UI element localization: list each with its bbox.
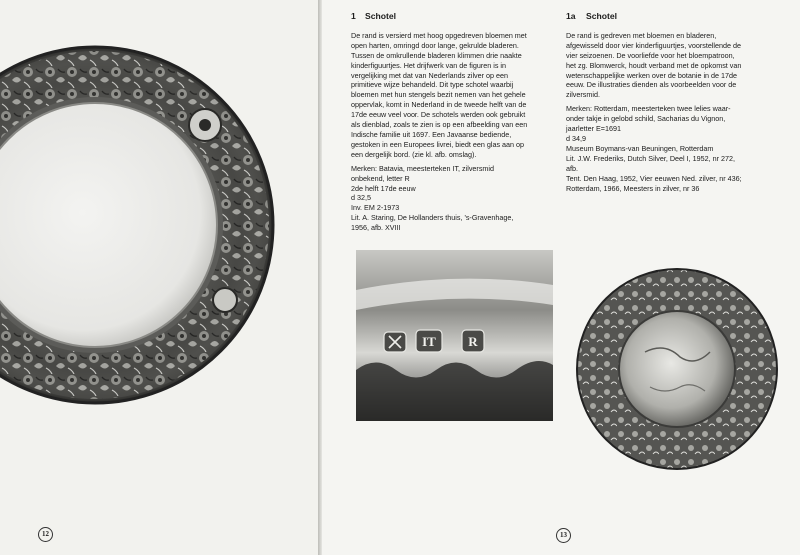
entry-1a-meta [566, 104, 778, 193]
entry-1-meta-line: 2de helft 17de eeuw [351, 183, 416, 193]
entry-1a-meta-line: Lit. J.W. Frederiks, Dutch Silver, Deel I, 1952, nr 272, [566, 153, 735, 163]
entry-1a-description [566, 31, 778, 100]
entry-1-description-line: oppervlak, komt in Nederland in de tweede helft van de [351, 100, 527, 110]
entry-1-meta-line: onbekend, letter R [351, 173, 410, 183]
entry-1a-description-line: afgewisseld door vier kinderfiguurtjes, voorstellende de [566, 40, 741, 50]
entry-1a-meta-line: Tent. Den Haag, 1952, Vier eeuwen Ned. zilver, nr 436; [566, 173, 742, 183]
entry-1a-meta-line: Rotterdam, 1966, Meesters in zilver, nr 36 [566, 183, 700, 193]
entry-1a-column [566, 12, 778, 197]
entry-1a-meta-line: jaarletter E=1691 [566, 124, 621, 134]
entry-1-meta-line: Lit. A. Staring, De Hollanders thuis, 's-Gravenhage, [351, 213, 514, 223]
entry-1-description-line: Indische familie uit 1697. Een Javaanse bediende, [351, 129, 512, 139]
entry-1a-description-line: De rand is gedreven met bloemen en bladeren, [566, 30, 717, 40]
entry-1-description-line: primitieve wijze behandeld. Dit type schotel waarbij [351, 80, 514, 90]
hallmark-mark-r: R [468, 334, 478, 349]
entry-1-description-line: als dienblad, zoals te zien is op een afbeelding van een [351, 120, 528, 130]
entry-1-meta-line: 1956, afb. XVIII [351, 223, 401, 233]
entry-1-meta-line: d 32,5 [351, 193, 371, 203]
entry-1a-description-line: eeuw. De illustraties dienden als voorbeelden voor de [566, 80, 737, 90]
entry-1a-number: 1a [566, 11, 576, 21]
entry-1-description-line: vergelijking met dat van Nederlands zilver op een [351, 70, 509, 80]
entry-1-description-line: een dergelijk bord. (zie kl. afb. omslag). [351, 149, 477, 159]
entry-1-meta-line: Inv. EM 2-1973 [351, 203, 400, 213]
entry-1a-meta-line: onder takje in gelobd schild, Sacharias du Vignon, [566, 114, 726, 124]
entry-1-description [351, 31, 546, 160]
entry-1-description-line: Tussen de omkrullende bladeren klimmen drie naakte [351, 50, 522, 60]
entry-1a-description-line: wetenschappelijke werken over de botanie in de 17de [566, 70, 738, 80]
entry-1-column [351, 12, 546, 237]
entry-1a-meta-line: afb. [566, 163, 578, 173]
silver-plate-photo [0, 0, 318, 520]
entry-1a-meta-line: Merken: Rotterdam, meesterteken twee lelies waar- [566, 104, 731, 114]
left-page-number: 12 [38, 527, 53, 542]
entry-1-description-line: kinderfiguurtjes. Het drijfwerk van de figuren is in [351, 60, 507, 70]
entry-1-title: Schotel [365, 11, 397, 21]
entry-1a-meta-line: d 34,9 [566, 133, 586, 143]
entry-1-heading [351, 12, 546, 22]
entry-1a-description-line: zilversmid. [566, 90, 600, 100]
entry-1-description-line: gestoken in een Europees livrei, biedt een glas aan op [351, 139, 525, 149]
right-page-number: 13 [556, 528, 571, 543]
entry-1a-description-line: het zg. Blomwerck, houdt verband met de opkomst van [566, 60, 742, 70]
entry-1a-description-line: vier seizoenen. De voorliefde voor het bloempatroon, [566, 50, 735, 60]
entry-1-meta [351, 164, 546, 233]
entry-1-description-line: 17de eeuw veel voor. De schotels werden ook gebruikt [351, 110, 526, 120]
entry-1-meta-line: Merken: Batavia, meesterteken IT, zilversmid [351, 163, 495, 173]
entry-1-number: 1 [351, 11, 356, 21]
entry-1-description-line: open harten, omringd door lange, gekrulde bladeren. [351, 40, 519, 50]
entry-1a-meta-line: Museum Boymans-van Beuningen, Rotterdam [566, 143, 714, 153]
entry-1-description-line: De rand is versierd met hoog opgedreven bloemen met [351, 30, 527, 40]
hallmark-closeup-photo [356, 250, 553, 421]
silver-dish-photo [575, 262, 780, 477]
entry-1a-heading [566, 12, 778, 22]
hallmark-mark-it: IT [422, 334, 436, 349]
entry-1a-title: Schotel [586, 11, 618, 21]
entry-1-description-line: bloemen met hun stengels bezit nemen van het gehele [351, 90, 526, 100]
left-page [0, 0, 318, 555]
